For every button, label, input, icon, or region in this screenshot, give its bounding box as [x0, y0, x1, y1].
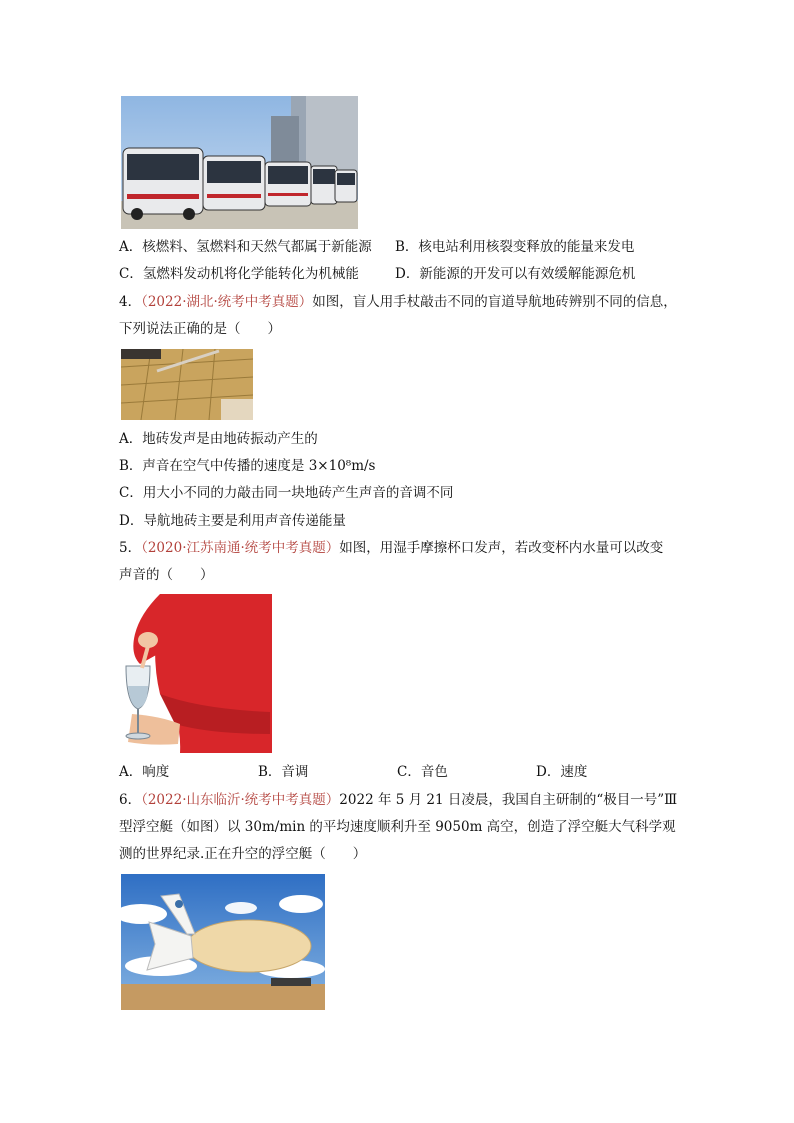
q4-number: 4． [119, 294, 142, 310]
q3-option-c: C．氢燃料发动机将化学能转化为机械能 [119, 266, 359, 282]
q5-option-b: B．音调 [258, 764, 309, 780]
q4-stem-line2: 下列说法正确的是（ ） [119, 321, 281, 337]
q4-option-c: C．用大小不同的力敲击同一块地砖产生声音的音调不同 [119, 485, 454, 501]
q3-option-d: D．新能源的开发可以有效缓解能源危机 [395, 266, 636, 282]
airship-photo [121, 874, 325, 1010]
q6-stem-line2: 型浮空艇（如图）以 30m/min 的平均速度顺利升至 9050m 高空，创造了浮空艇大气科学观 [119, 819, 676, 835]
q6-source: （2022·山东临沂·统考中考真题） [141, 792, 340, 808]
tactile-paving-photo [121, 349, 253, 420]
bus-photo [121, 96, 358, 229]
q4-option-a: A．地砖发声是由地砖振动产生的 [119, 431, 318, 447]
q5-stem-line1 [119, 538, 663, 558]
q3-option-b: B．核电站利用核裂变释放的能量来发电 [395, 239, 635, 255]
q5-stem-line2: 声音的（ ） [119, 567, 214, 583]
q6-stem-line3: 测的世界纪录.正在升空的浮空艇（ ） [119, 846, 367, 862]
q5-option-a: A．响度 [119, 764, 170, 780]
q4-stem-line1 [119, 292, 677, 312]
q5-source: （2020·江苏南通·统考中考真题） [141, 540, 340, 556]
q4-stem-text: 如图，盲人用手杖敲击不同的盲道导航地砖辨别不同的信息， [312, 294, 677, 310]
q4-option-b: B．声音在空气中传播的速度是 3×10⁸m/s [119, 458, 376, 474]
q6-stem-text: 2022 年 5 月 21 日凌晨，我国自主研制的“极目一号”Ⅲ [339, 792, 678, 808]
q6-number: 6． [119, 792, 142, 808]
q6-stem-line1 [119, 790, 677, 810]
q5-option-c: C．音色 [397, 764, 448, 780]
q5-stem-text: 如图，用湿手摩擦杯口发声，若改变杯内水量可以改变 [339, 540, 664, 556]
q3-option-a: A．核燃料、氢燃料和天然气都属于新能源 [119, 239, 372, 255]
q4-source: （2022·湖北·统考中考真题） [141, 294, 313, 310]
q5-option-d: D．速度 [536, 764, 588, 780]
wine-glass-photo [120, 594, 272, 753]
q4-option-d: D．导航地砖主要是利用声音传递能量 [119, 513, 346, 529]
q5-number: 5． [119, 540, 142, 556]
